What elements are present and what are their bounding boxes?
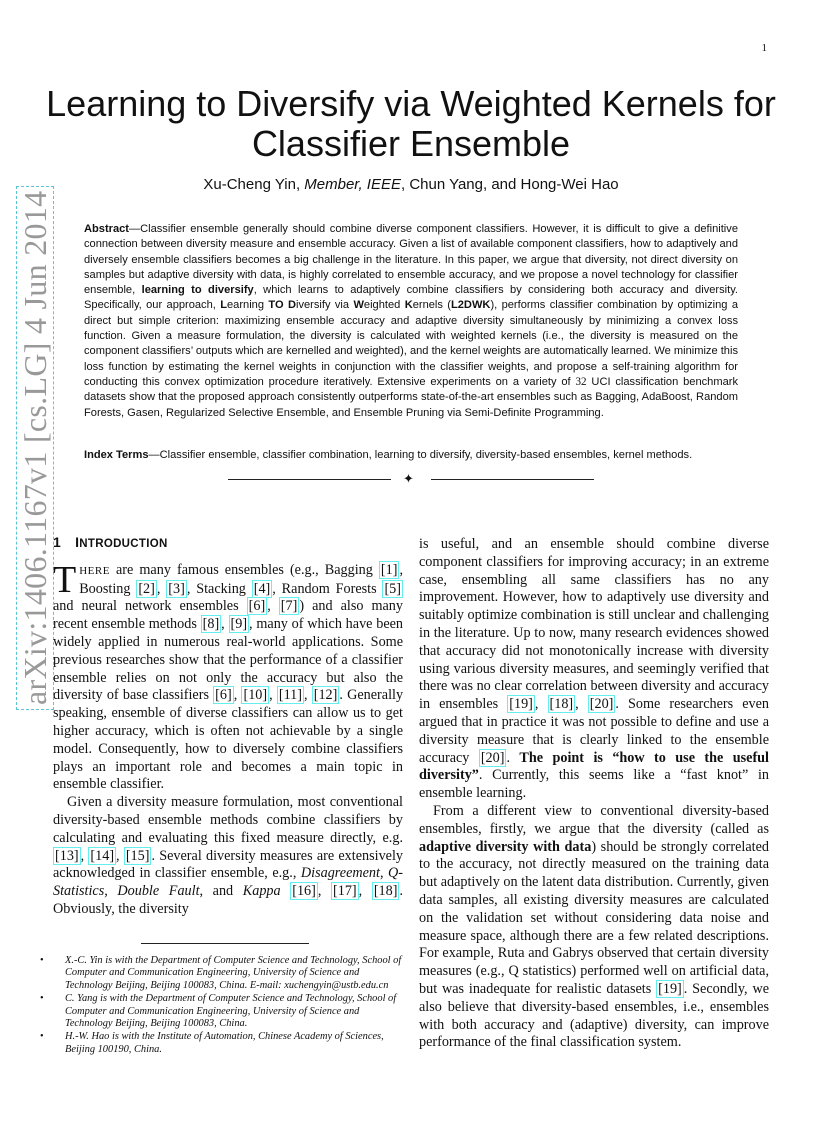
abstract-text: UCI classification benchmark datasets show that the proposed approach consistently outperforms state-of-the-art ensembles such as Bagging, AdaBoost, Random Forests, Gasen, Regularized Selective Ensemble, and Ensemble Pruning via Semi-Definite Programming.: [84, 375, 738, 419]
citation-link[interactable]: [18]: [549, 696, 574, 713]
drop-cap: T: [53, 558, 77, 601]
dataset-count: 32: [575, 375, 587, 388]
citation-link[interactable]: [11]: [278, 687, 302, 704]
bullet-icon: •: [40, 993, 44, 1005]
paragraph: [53, 558, 404, 794]
bullet-icon: •: [40, 1031, 44, 1043]
body-text: Given a diversity measure formulation, most conventional diversity-based ensemble methods combine classifiers by calculating and evaluating this fixed measure directly, e.g.: [53, 794, 403, 846]
arxiv-stamp[interactable]: arXiv:1406.1167v1 [cs.LG] 4 Jun 2014: [16, 186, 54, 710]
author-line: [40, 176, 782, 193]
abstract-text: ernels (: [412, 299, 451, 312]
abstract: [84, 222, 738, 421]
body-text: . Secondly, we also believe that diversity-based ensembles, i.e., ensembles with both accuracy and (adaptive) diversity, can improve performance of the final classification system.: [419, 980, 769, 1051]
acronym: L2DWK: [450, 299, 491, 312]
body-text: ,: [80, 847, 89, 864]
acronym-letter: W: [353, 299, 364, 312]
citation-link[interactable]: [4]: [253, 580, 271, 597]
footnotes: [40, 955, 403, 1057]
section-title-initial: I: [75, 534, 80, 550]
body-text: . Several diversity measures are extensively acknowledged in classifier ensemble, e.g.,: [53, 847, 403, 882]
abstract-text: iversify via: [296, 299, 354, 312]
citation-link[interactable]: [1]: [380, 561, 398, 578]
body-text: ,: [575, 696, 588, 713]
citation-link[interactable]: [19]: [509, 696, 533, 713]
body-text: From a different view to conventional diversity-based ensembles, firstly, we argue that the diversity (called as: [419, 802, 769, 837]
body-text: ) and also many recent ensemble methods: [53, 598, 403, 633]
section-title-rest: NTRODUCTION: [79, 538, 168, 550]
body-text: ,: [303, 687, 312, 704]
measure-name: Disagreement: [300, 865, 380, 882]
citation-link[interactable]: [7]: [280, 598, 298, 615]
measure-name: Double Fault: [117, 883, 200, 900]
citation-link[interactable]: [15]: [125, 847, 150, 864]
footnote-item: [40, 993, 403, 1030]
column-right: [419, 536, 769, 1052]
abstract-text: , which learns to adaptively combine classifiers by considering both accuracy and diversity. Specifically, our approach,: [84, 284, 738, 312]
emphasis-bold: adaptive diversity with data: [419, 838, 592, 855]
citation-link[interactable]: [18]: [373, 883, 398, 900]
body-text: [281, 883, 291, 899]
abstract-text: —Classifier ensemble generally should combine diverse component classifiers. However, it is difficult to give a definitive connection between diversity measure and ensemble accuracy. Given a list of available component classifiers, how to adaptively and diversely ensemble classifiers becomes a big challenge in the literature. In this paper, we argue that diversity, not direct diversity on samples but adaptive diversity with data, is highly correlated to ensemble accuracy, and we propose a novel technology for classifier ensemble,: [84, 223, 738, 297]
footnote-item: [40, 955, 403, 992]
body-text: ,: [534, 696, 548, 713]
citation-link[interactable]: [2]: [138, 580, 155, 597]
body-text: , Boosting: [79, 561, 403, 597]
citation-link[interactable]: [16]: [292, 883, 316, 900]
section-heading: [53, 534, 403, 554]
index-terms-text: —Classifier ensemble, classifier combination, learning to diversify, diversity-based ensembles, kernel methods.: [148, 449, 693, 461]
author-name: Xu-Cheng Yin,: [203, 176, 301, 193]
citation-link[interactable]: [20]: [589, 696, 614, 713]
citation-link[interactable]: [5]: [384, 580, 401, 597]
citation-link[interactable]: [20]: [480, 749, 505, 766]
paragraph: [419, 536, 769, 803]
citation-link[interactable]: [19]: [658, 980, 682, 997]
body-text: , many of which have been widely applied in numerous real-world applications. Some previous researches show that the performance of a classifier ensemble relies on not only the accuracy but also the diversity of base classifiers: [53, 616, 404, 704]
body-text: ,: [116, 847, 124, 864]
citation-link[interactable]: [17]: [333, 883, 357, 900]
measure-name: Kappa: [242, 883, 281, 900]
body-text: ,: [104, 883, 118, 900]
footnote-text: C. Yang is with the Department of Computer Science and Technology, School of Computer and Communication Engineering, University of Science and Technology Beijing, Beijing 100083, China.: [65, 993, 397, 1030]
footnote-rule: [141, 943, 309, 944]
body-text: ) should be strongly correlated to the accuracy, not directly measured on the training data but adaptively on the latent data distribution. Currently, given data samples, all existing diversity measures are calculated on the validation set without considering data noise and measure space, although there are a few related descriptions. For example, Ruta and Gabrys observed that certain diversity measures (e.g., Q statistics) performed well on artificial data, but was inadequate for realistic datasets: [419, 838, 770, 997]
index-terms: [84, 448, 738, 463]
acronym-letter: TO D: [268, 299, 296, 312]
footnote-text: X.-C. Yin is with the Department of Computer Science and Technology, School of Computer and Communication Engineering, University of Science and Technology Beijing, Beijing 100083, China. E-mail: xuchengyin@ustb.edu.cn: [65, 955, 402, 991]
body-text: , Random Forests: [272, 580, 383, 597]
body-text: . Some researchers even argued that in practice it was not possible to define and use a diversity measure that is clearly linked to the ensemble accuracy: [419, 696, 769, 766]
acronym-letter: K: [404, 299, 413, 312]
citation-link[interactable]: [8]: [202, 616, 220, 633]
abstract-bold: learning to diversify: [141, 284, 254, 297]
citation-link[interactable]: [12]: [313, 687, 338, 704]
column-left: [53, 534, 403, 919]
citation-link[interactable]: [6]: [215, 687, 232, 704]
body-text: ,: [267, 598, 279, 615]
diamond-icon: ✦: [403, 471, 414, 486]
bullet-icon: •: [40, 955, 44, 966]
citation-link[interactable]: [6]: [248, 598, 266, 615]
index-terms-label: Index Terms: [84, 449, 149, 461]
body-text: . Currently, this seems like a “fast knot” in ensemble learning.: [419, 767, 769, 802]
acronym-letter: L: [220, 299, 228, 312]
small-caps-word: HERE: [79, 564, 110, 577]
body-text: . Obviously, the diversity: [53, 883, 403, 917]
divider-line-left: [228, 479, 391, 480]
citation-link[interactable]: [13]: [55, 847, 79, 864]
citation-link[interactable]: [3]: [168, 580, 185, 597]
abstract-label: Abstract: [84, 223, 130, 235]
footnote-text: H.-W. Hao is with the Institute of Automation, Chinese Academy of Sciences, Beijing 100190, China.: [65, 1031, 384, 1055]
paragraph: [53, 794, 403, 919]
body-text: . Generally speaking, ensemble of diverse classifiers can allow us to get higher accuracy, which is often not achievable by a single model. Consequently, how to diversely combine classifiers plays an important role and becomes a main topic in ensemble classifier.: [53, 687, 404, 793]
body-text: ,: [379, 865, 389, 882]
paper-title: Learning to Diversify via Weighted Kernels for Classifier Ensemble: [46, 83, 776, 164]
body-text: , and: [199, 883, 243, 900]
section-number: 1: [53, 534, 62, 550]
body-text: ,: [317, 883, 332, 900]
citation-link[interactable]: [14]: [90, 847, 115, 864]
section-divider: [228, 472, 594, 486]
body-text: .: [506, 749, 520, 766]
citation-link[interactable]: [10]: [243, 687, 268, 704]
paragraph: [419, 803, 769, 1052]
abstract-text: earning: [227, 299, 269, 312]
body-text: ,: [221, 616, 229, 633]
body-text: are many famous ensembles (e.g., Bagging: [109, 561, 379, 578]
body-text: is useful, and an ensemble should combine diverse component classifiers for improving accuracy; in an extreme case, ensembling all same classifiers has no any improvement. However, how to adaptively use diversity and suitably optimize combination is still unclear and challenging in the literature. Up to now, many research evidences showed that accuracy did not monotonically increase with diversity using various diversity measures, and seemingly verified that there was no clear correlation between diversity and accuracy in ensembles: [419, 536, 769, 713]
author-rest: , Chun Yang, and Hong-Wei Hao: [400, 176, 619, 193]
author-role: Member, IEEE: [304, 176, 401, 193]
measure-name: Q-Statistics: [53, 865, 404, 900]
body-text: ,: [156, 580, 167, 597]
body-text: ,: [358, 883, 372, 900]
abstract-text: eighted: [363, 299, 405, 312]
emphasis-bold: The point is “how to use the useful diversity”: [419, 749, 769, 784]
body-text: ,: [233, 687, 242, 704]
body-text: , Stacking: [186, 580, 252, 597]
citation-link[interactable]: [9]: [230, 616, 248, 633]
abstract-text: ), performs classifier combination by optimizing a direct but simple criterion: maximizing ensemble accuracy and adaptive diversity simultaneously by minimizing a convex loss function. Given a measure formulation, the diversity is calculated with weighted kernels (i.e., the diversity is measured on the component classifiers’ outputs which are kernelled and weighted), and the kernel weights are automatically learned. We minimize this loss function by estimating the kernel weights in conjunction with the classifier weights, and propose a self-training algorithm for conducting this convex optimization procedure iteratively. Extensive experiments on a variety of: [84, 299, 738, 388]
body-text: ,: [269, 687, 277, 704]
page-number: 1: [761, 42, 767, 54]
divider-line-right: [431, 479, 594, 480]
body-text: and neural network ensembles: [53, 598, 247, 615]
footnote-item: [40, 1031, 403, 1056]
